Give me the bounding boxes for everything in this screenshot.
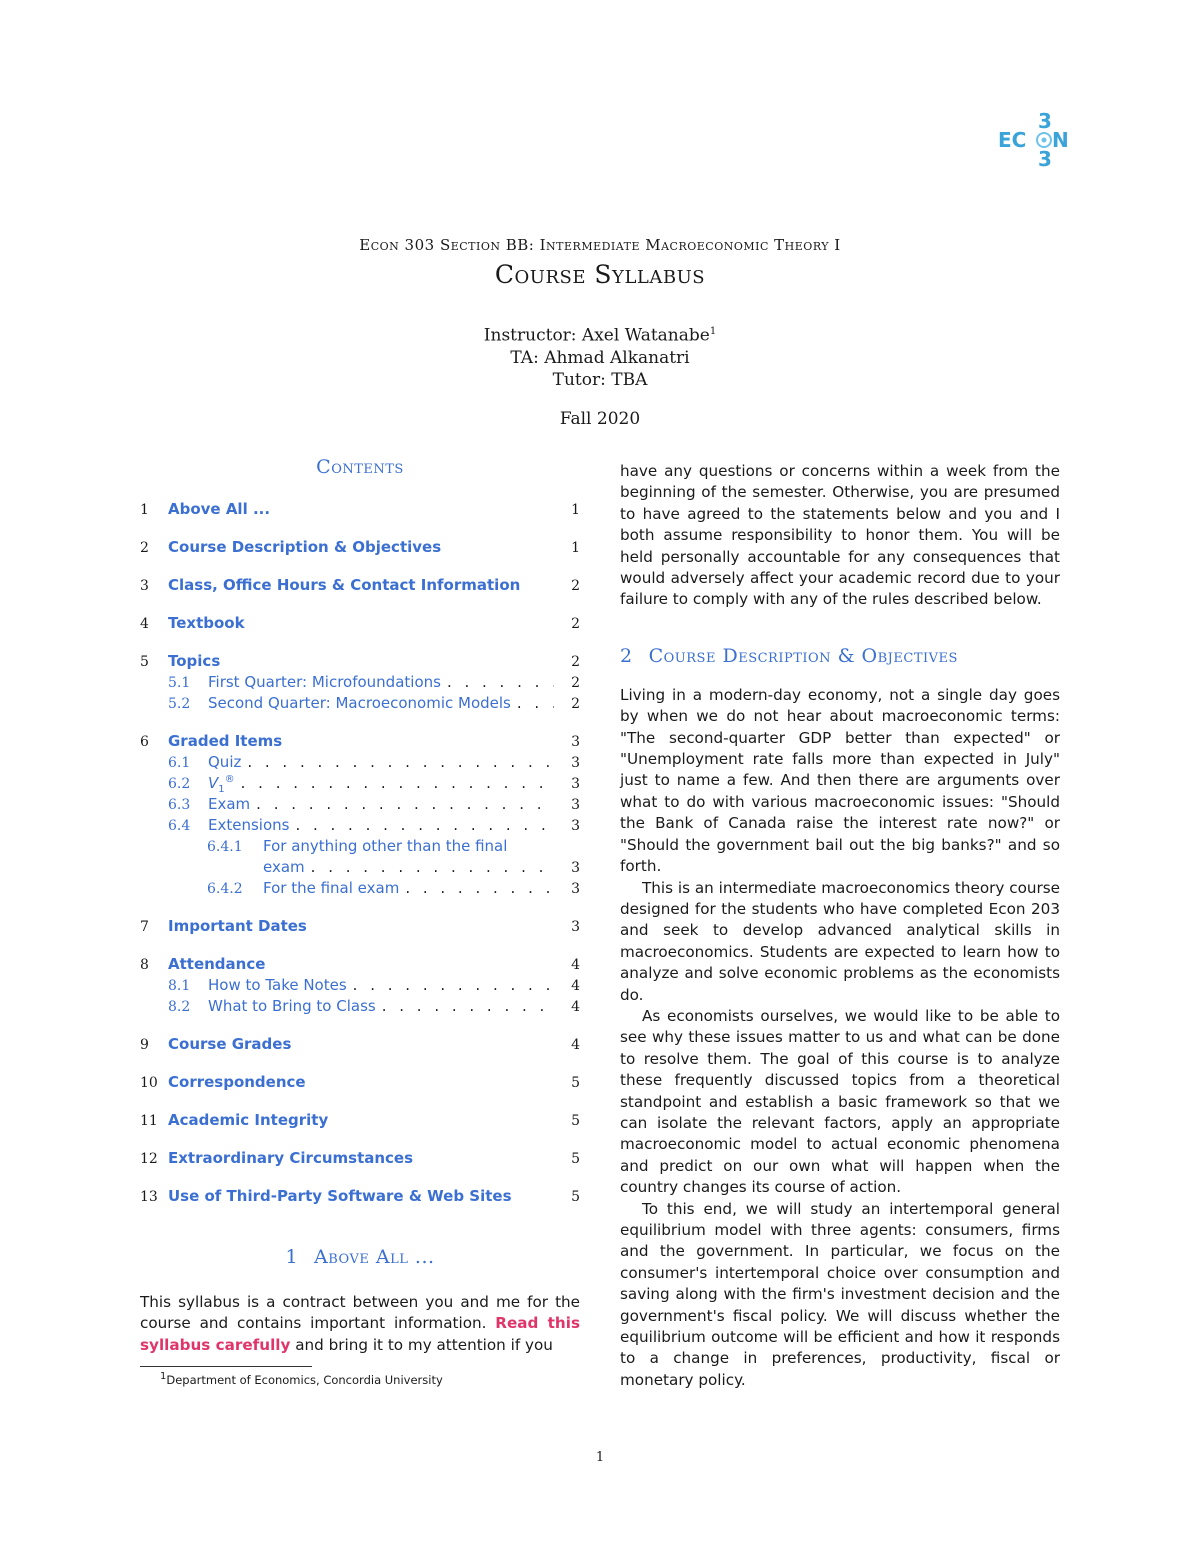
toc-entry-6-4[interactable]: 6.4 Extensions . . . 3 [140,816,580,837]
toc-entry-6-4-2[interactable]: 6.4.2 For the final exam . . . 3 [140,879,580,900]
toc-entry-6[interactable]: 6 Graded Items 3 [140,732,580,750]
toc-entry-6-4-1-cont[interactable]: exam . . . 3 [140,858,580,879]
footnote: 1Department of Economics, Concordia University [160,1371,443,1388]
toc-entry-6-4-1[interactable]: 6.4.1 For anything other than the final [207,837,508,855]
section-1-heading: 1 Above All ... [285,1246,435,1268]
read-carefully-emphasis: Read this syllabus carefully [140,1314,580,1354]
section-2-paragraph-1: Living in a modern-day economy, not a single day goes by when we do not hear about macroeconomic terms: "The second-quarter GDP better than expected" or "Unemployment rate falls more than expected in July" just to name a few. And then there are arguments over what to do with various macroeconomic issues: "Should the Bank of Canada raise the interest rate now?" or "Should the government bail out the big banks?" and so forth. [620,685,1060,876]
section-2-paragraph-4: To this end, we will study an intertemporal general equilibrium model with three agents: consumers, firms and the government. In particular, we focus on the consumer's intertemporal choice over consumption and saving along with the firm's investment decision and the government's fiscal policy. We will discuss whether the equilibrium outcome will be efficient and how it responds to a change in preferences, productivity, fiscal or monetary policy. [620,1199,1060,1389]
toc-entry-8-2[interactable]: 8.2 What to Bring to Class . . . 4 [140,997,580,1018]
left-column [140,456,580,1387]
logo-digit-top: 3 [1038,109,1052,133]
toc-entry-3[interactable]: 3 Class, Office Hours & Contact Information 2 [140,576,580,594]
econ-333-logo [990,108,1080,170]
section-1-paragraph-continued: have any questions or concerns within a week from the beginning of the semester. Otherwise, you are presumed to have agreed to the statements below and you and I both assume responsibility to honor them. You will be held personally accountable for any consequences that would adversely affect your academic record due to your failure to comply with any of the rules described below. [620,462,1060,609]
toc-entry-12[interactable]: 12 Extraordinary Circumstances 5 [140,1149,580,1167]
section-2-paragraph-2: This is an intermediate macroeconomics theory course designed for the students who have completed Econ 203 and seek to develop advanced analytical skills in macroeconomics. Students are expected to learn how to analyze and solve economic problems as the economists do. [620,878,1060,1004]
section-1-paragraph: This syllabus is a contract between you and me for the course and contains important information. Read this syllabus carefully and bring it to my attention if you [140,1293,580,1354]
instructor-line [0,321,1200,347]
table-of-contents [140,500,580,1208]
toc-entry-5[interactable]: 5 Topics 2 [140,652,580,670]
footnote-divider [140,1366,312,1367]
ta-line: TA: Ahmad Alkanatri [510,347,690,368]
toc-entry-6-1[interactable]: 6.1 Quiz . . . 3 [140,753,580,774]
toc-entry-6-2[interactable]: 6.2 $V_1®$ . . . 3 [140,774,580,795]
toc-entry-8[interactable]: 8 Attendance 4 [140,955,580,973]
instructor: Instructor: Axel Watanabe [483,325,710,346]
section-2-heading: 2 Course Description & Objectives [620,644,958,667]
toc-entry-13[interactable]: 13 Use of Third-Party Software & Web Sites 5 [140,1187,580,1205]
toc-entry-9[interactable]: 9 Course Grades 4 [140,1035,580,1053]
document-header [0,236,1200,429]
logo-gear-icon [1037,133,1051,147]
tutor-line: Tutor: TBA [552,369,648,390]
toc-entry-7[interactable]: 7 Important Dates 3 [140,917,580,935]
toc-entry-11[interactable]: 11 Academic Integrity 5 [140,1111,580,1129]
logo-letters-right: N [1052,128,1069,152]
toc-entry-1[interactable]: 1 Above All ... 1 [140,500,580,518]
page-number: 1 [595,1450,605,1465]
logo-digit-bottom: 3 [1038,147,1052,170]
contents-title: Contents [316,456,404,478]
document-title: Course Syllabus [494,260,706,289]
toc-entry-8-1[interactable]: 8.1 How to Take Notes . . . 4 [140,976,580,997]
toc-entry-4[interactable]: 4 Textbook 2 [140,614,580,632]
toc-entry-5-1[interactable]: 5.1 First Quarter: Microfoundations . . . 2 [140,673,580,694]
toc-entry-6-3[interactable]: 6.3 Exam . . . 3 [140,795,580,816]
course-line: Econ 303 Section BB: Intermediate Macroeconomic Theory I [359,236,841,254]
instructor-footnote-mark[interactable]: 1 [709,326,717,337]
right-column [620,461,1060,1391]
toc-entry-5-2[interactable]: 5.2 Second Quarter: Macroeconomic Models . . . 2 [140,694,580,715]
toc-entry-10[interactable]: 10 Correspondence 5 [140,1073,580,1091]
toc-entry-2[interactable]: 2 Course Description & Objectives 1 [140,538,580,556]
people-block [0,321,1200,391]
section-2-paragraph-3: As economists ourselves, we would like to be able to see why these issues matter to us and what can be done to resolve them. The goal of this course is to analyze these frequently discussed topics from a theoretical standpoint and establish a basic framework so that we can isolate the relevant factors, apply an appropriate macroeconomic model to actual economic phenomena and predict on our own what will happen when the country changes its course of action. [620,1006,1060,1197]
semester: Fall 2020 [559,408,641,429]
logo-letters-left: EC [998,128,1027,152]
